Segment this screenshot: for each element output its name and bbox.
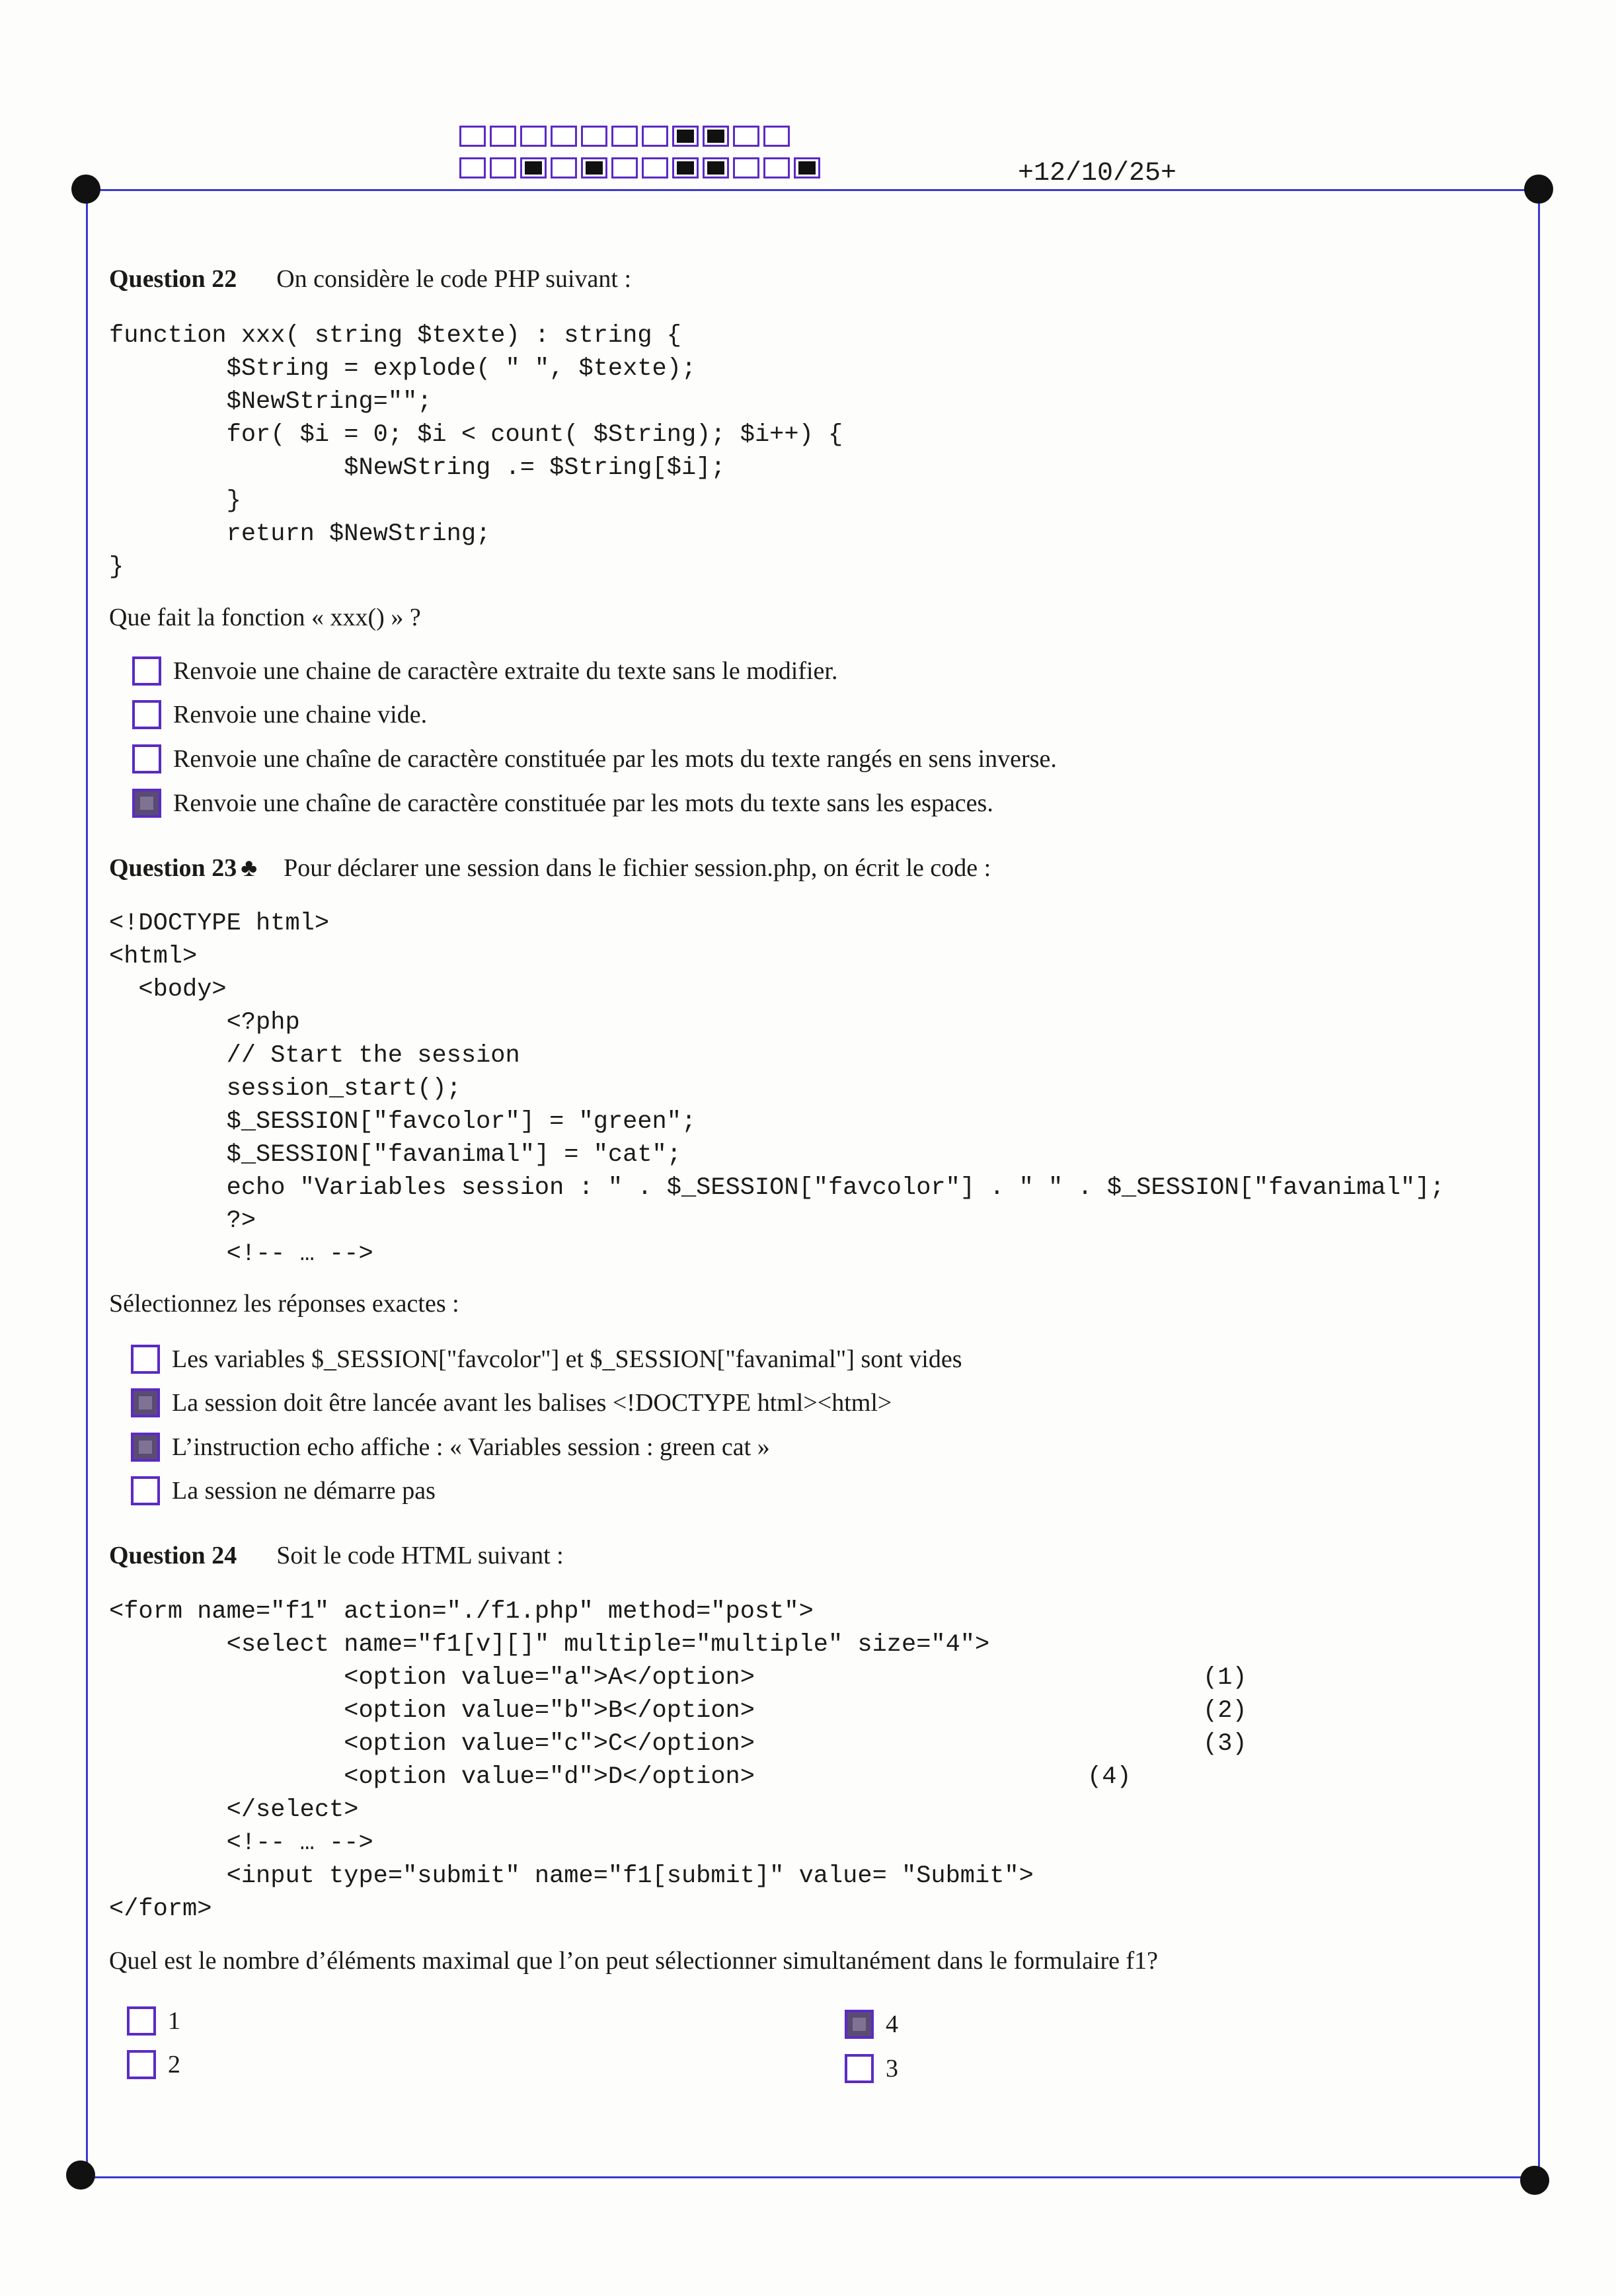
id-code-box xyxy=(794,157,820,178)
q23-code: <!DOCTYPE html> <html> <body> <?php // Start the session session_start(); $_SESSION["favcolor"] = "green"; $_SESSION["favanimal"] = "cat"; echo "Variables session : " . $_SESSION["favcolor"] . " " . $_SESSION["favanimal"]; ?> <!-- … --> xyxy=(109,910,1445,1268)
corner-mark-top-right xyxy=(1524,175,1553,204)
corner-mark-bottom-right xyxy=(1520,2166,1549,2195)
q23-answer-3-label: L’instruction echo affiche : « Variables session : green cat » xyxy=(172,1433,770,1461)
q23-checkbox-3[interactable] xyxy=(131,1433,160,1462)
id-code-box xyxy=(520,157,547,178)
id-code-box xyxy=(733,157,759,178)
corner-mark-bottom-left xyxy=(66,2160,95,2190)
line-number-2: (2) xyxy=(1203,1697,1247,1725)
q24-code: <form name="f1" action="./f1.php" method="post"> <select name="f1[v][]" multiple="multiple" size="4"> <option value="a">A</option> <option value="b">B</option> <option value="c">C</option> <option value="d">D</option> </select> <!-- … --> <input type="submit" name="f1[submit]" value= "Submit"> </form> xyxy=(109,1598,1034,1923)
q22-answer-4[interactable] xyxy=(132,789,993,818)
id-code-box xyxy=(611,157,638,178)
q24-number: Question 24 xyxy=(109,1542,237,1569)
q22-number: Question 22 xyxy=(109,265,237,293)
id-code-box xyxy=(763,126,790,147)
q23-answer-4-label: La session ne démarre pas xyxy=(172,1477,436,1505)
id-code-box xyxy=(581,157,607,178)
q22-answer-4-label: Renvoie une chaîne de caractère constituée par les mots du texte sans les espaces. xyxy=(173,789,993,817)
id-code-box xyxy=(763,157,790,178)
line-number-1: (1) xyxy=(1203,1664,1247,1692)
line-number-3: (3) xyxy=(1203,1730,1247,1758)
q23-answer-2-label: La session doit être lancée avant les balises <!DOCTYPE html><html> xyxy=(172,1389,892,1417)
line-number-4: (4) xyxy=(1087,1763,1132,1791)
q23-checkbox-1[interactable] xyxy=(131,1345,160,1374)
q23-answer-1[interactable] xyxy=(131,1345,962,1374)
q22-answer-1-label: Renvoie une chaine de caractère extraite du texte sans le modifier. xyxy=(173,657,838,685)
id-code-row-2 xyxy=(459,157,824,178)
q22-checkbox-3[interactable] xyxy=(132,744,161,773)
q24-answer-1[interactable] xyxy=(127,2006,180,2036)
q22-answer-2[interactable] xyxy=(132,700,427,729)
q23-answer-2[interactable] xyxy=(131,1388,892,1417)
id-code-row-1 xyxy=(459,126,794,147)
q23-answer-4[interactable] xyxy=(131,1476,436,1505)
id-code-box xyxy=(733,126,759,147)
q23-question: Sélectionnez les réponses exactes : xyxy=(109,1290,459,1318)
q23-answer-3[interactable] xyxy=(131,1433,770,1462)
id-code-box xyxy=(459,126,486,147)
id-code-box xyxy=(672,126,699,147)
q22-title xyxy=(109,264,631,294)
q22-answer-1[interactable] xyxy=(132,656,837,686)
id-code-box xyxy=(703,157,729,178)
q24-answer-3[interactable] xyxy=(845,2010,898,2039)
id-code-box xyxy=(642,157,668,178)
q24-prompt: Soit le code HTML suivant : xyxy=(276,1542,564,1569)
q24-answer-2-label: 2 xyxy=(168,2051,180,2078)
q24-answer-1-label: 1 xyxy=(168,2007,180,2035)
q22-checkbox-1[interactable] xyxy=(132,656,161,686)
id-code-box xyxy=(490,157,516,178)
q23-title xyxy=(109,853,991,883)
id-code-box xyxy=(672,157,699,178)
frame-top xyxy=(86,189,1540,191)
id-code-box xyxy=(642,126,668,147)
q22-checkbox-4[interactable] xyxy=(132,789,161,818)
q24-checkbox-2[interactable] xyxy=(127,2050,156,2079)
frame-left xyxy=(86,189,88,2178)
q24-question: Quel est le nombre d’éléments maximal que l’on peut sélectionner simultanément dans le formulaire f1? xyxy=(109,1947,1159,1975)
id-code-box xyxy=(581,126,607,147)
q24-checkbox-1[interactable] xyxy=(127,2006,156,2036)
q23-prompt: Pour déclarer une session dans le fichier session.php, on écrit le code : xyxy=(284,854,991,882)
q24-checkbox-4[interactable] xyxy=(845,2054,874,2083)
q24-answer-2[interactable] xyxy=(127,2050,180,2079)
q22-checkbox-2[interactable] xyxy=(132,700,161,729)
q23-number: Question 23 xyxy=(109,854,237,882)
club-icon: ♣ xyxy=(241,854,258,882)
q22-answer-2-label: Renvoie une chaine vide. xyxy=(173,701,428,729)
q22-code: function xxx( string $texte) : string { $String = explode( " ", $texte); $NewString=""; for( $i = 0; $i < count( $String); $i++) { $NewString .= $String[$i]; } return $NewString; } xyxy=(109,322,843,581)
q22-answer-3[interactable] xyxy=(132,744,1057,773)
corner-mark-top-left xyxy=(71,175,100,204)
q24-answer-3-label: 4 xyxy=(886,2010,898,2038)
q24-title xyxy=(109,1541,564,1570)
q24-answer-4[interactable] xyxy=(845,2054,898,2083)
q23-checkbox-4[interactable] xyxy=(131,1476,160,1505)
id-code-box xyxy=(459,157,486,178)
frame-right xyxy=(1538,189,1540,2178)
id-code-box xyxy=(703,126,729,147)
q22-question: Que fait la fonction « xxx() » ? xyxy=(109,604,421,631)
q22-prompt: On considère le code PHP suivant : xyxy=(276,265,632,293)
id-code-box xyxy=(551,157,577,178)
id-code-box xyxy=(520,126,547,147)
id-code-box xyxy=(551,126,577,147)
sheet-id: +12/10/25+ xyxy=(1018,159,1177,188)
frame-bottom xyxy=(86,2176,1540,2178)
q24-answer-4-label: 3 xyxy=(886,2055,898,2082)
q22-answer-3-label: Renvoie une chaîne de caractère constituée par les mots du texte rangés en sens inverse. xyxy=(173,745,1057,773)
q23-answer-1-label: Les variables $_SESSION["favcolor"] et $_SESSION["favanimal"] sont vides xyxy=(172,1345,962,1373)
id-code-box xyxy=(611,126,638,147)
q23-checkbox-2[interactable] xyxy=(131,1388,160,1417)
id-code-box xyxy=(490,126,516,147)
q24-checkbox-3[interactable] xyxy=(845,2010,874,2039)
